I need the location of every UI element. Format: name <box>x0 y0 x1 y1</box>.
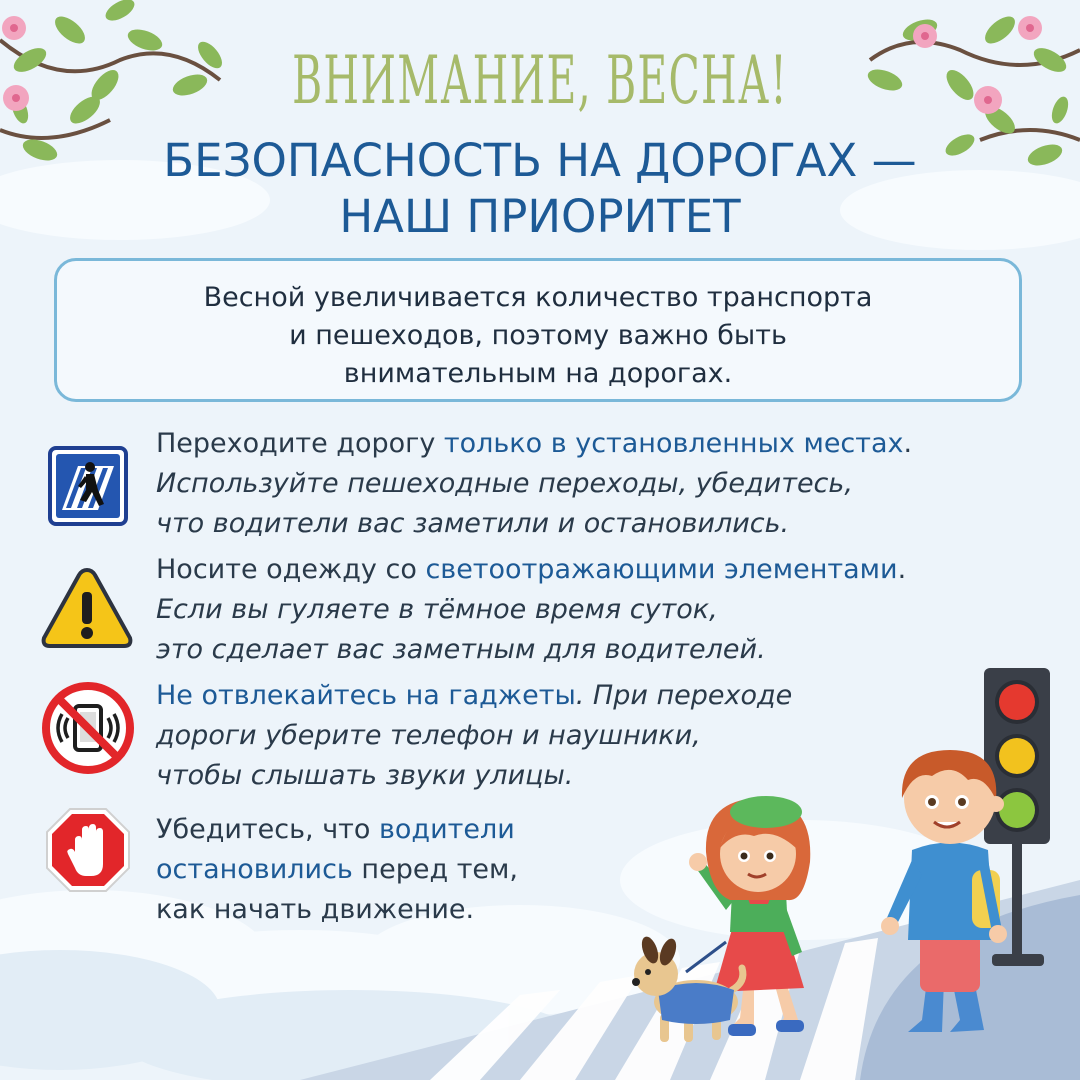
tip-4-line-2-highlight: остановились <box>156 854 353 885</box>
spring-title: ВНИМАНИЕ, ВЕСНА! <box>292 42 788 119</box>
tip-2-tail: . <box>897 554 907 585</box>
tip-1-lead: Переходите дорогу <box>156 428 444 459</box>
tip-3-highlight: Не отвлекайтесь на гаджеты <box>156 680 576 711</box>
intro-line-3: внимательным на дорогах. <box>343 358 733 389</box>
tip-reflective <box>156 550 906 670</box>
tip-3-line-3: чтобы слышать звуки улицы. <box>156 760 574 791</box>
intro-line-1: Весной увеличивается количество транспорта <box>203 282 873 313</box>
tip-1-line-2: Используйте пешеходные переходы, убедитесь, <box>156 468 853 499</box>
boy-illustration <box>872 740 1022 1040</box>
tip-2-line-2: Если вы гуляете в тёмное время суток, <box>156 594 718 625</box>
main-title-line-2: НАШ ПРИОРИТЕТ <box>339 190 741 243</box>
tip-drivers-stopped <box>156 810 518 930</box>
no-phone-icon <box>42 682 134 774</box>
tip-3-line-2: дороги уберите телефон и наушники, <box>156 720 701 751</box>
tip-2-lead: Носите одежду со <box>156 554 426 585</box>
tip-2-highlight: светоотражающими элементами <box>425 554 898 585</box>
tip-3-tail: . При переходе <box>575 680 793 711</box>
warning-icon <box>40 566 134 650</box>
main-title-line-1: БЕЗОПАСНОСТЬ НА ДОРОГАХ — <box>163 134 917 187</box>
tip-1-line-3: что водители вас заметили и остановились. <box>156 508 790 539</box>
intro-line-2: и пешеходов, поэтому важно быть <box>289 320 787 351</box>
tip-1-tail: . <box>903 428 913 459</box>
tip-4-highlight: водители <box>378 814 515 845</box>
tip-4-lead: Убедитесь, что <box>156 814 379 845</box>
tip-crosswalk <box>156 424 912 544</box>
tip-1-highlight: только в установленных местах <box>443 428 904 459</box>
tip-gadgets <box>156 676 792 796</box>
tip-4-line-3: как начать движение. <box>156 894 475 925</box>
pedestrian-crossing-icon <box>48 446 128 526</box>
tip-2-line-3: это сделает вас заметным для водителей. <box>156 634 766 665</box>
dog-illustration <box>622 928 752 1048</box>
stop-hand-icon <box>44 806 132 894</box>
tip-4-line-2-tail: перед тем, <box>352 854 518 885</box>
